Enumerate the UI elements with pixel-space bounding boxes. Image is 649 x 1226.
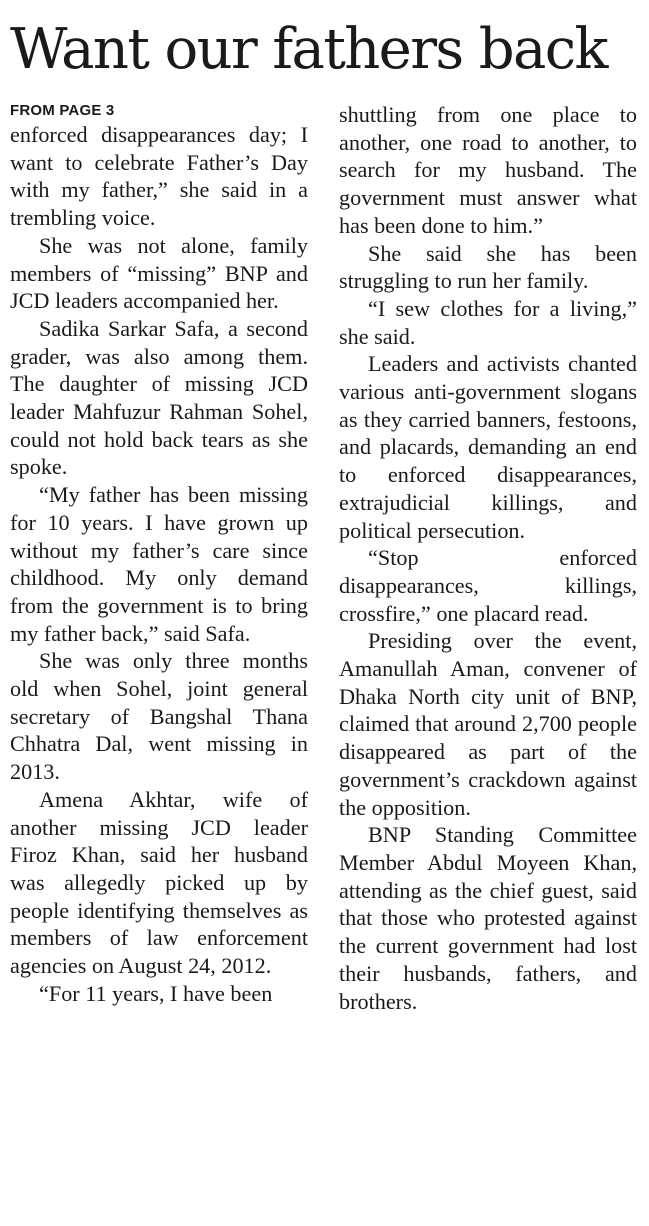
- paragraph: “For 11 years, I have been: [39, 980, 273, 1006]
- continuation-kicker: FROM PAGE 3: [10, 102, 115, 119]
- paragraph: “My father has been missing for 10 years. I have grown up without my father’s care since childhood. My only demand from the government is to bring my father back,” said Safa.: [10, 482, 308, 646]
- paragraph: shuttling from one place to another, one road to another, to search for my husband. The government must answer what has been done to him.”: [339, 102, 637, 238]
- paragraph: Presiding over the event, Amanullah Aman, convener of Dhaka North city unit of BNP, claimed that around 2,700 people disappeared as part of the government’s crackdown against the opposition.: [339, 628, 637, 820]
- paragraph: She said she has been struggling to run her family.: [339, 240, 637, 294]
- paragraph: BNP Standing Committee Member Abdul Moyeen Khan, attending as the chief guest, said that those who protested against the current government had lost their husbands, fathers, and brothers.: [339, 822, 637, 1014]
- article-column-right: [339, 101, 637, 1015]
- paragraph: She was not alone, family members of “missing” BNP and JCD leaders accompanied her.: [10, 232, 308, 314]
- paragraph: She was only three months old when Sohel, joint general secretary of Bangshal Thana Chhatra Dal, went missing in 2013.: [10, 648, 308, 785]
- paragraph: “I sew clothes for a living,” she said.: [339, 295, 637, 349]
- paragraph: Amena Akhtar, wife of another missing JCD leader Firoz Khan, said her husband was allegedly picked up by people identifying themselves as members of law enforcement agencies on August 24, 2012.: [10, 786, 308, 979]
- paragraph: “Stop enforced disappearances, killings, crossfire,” one placard read.: [339, 545, 637, 626]
- paragraph: Leaders and activists chanted various anti-government slogans as they carried banners, festoons, and placards, demanding an end to enforced disappearances, extrajudicial killings, and political persecution.: [339, 351, 637, 543]
- article-column-left: [10, 101, 308, 1008]
- paragraph: enforced disappearances day; I want to celebrate Father’s Day with my father,” she said in a trembling voice.: [10, 122, 308, 231]
- headline: Want our fathers back: [10, 17, 607, 82]
- paragraph: Sadika Sarkar Safa, a second grader, was also among them. The daughter of missing JCD leader Mahfuzur Rahman Sohel, could not hold back tears as she spoke.: [10, 315, 308, 480]
